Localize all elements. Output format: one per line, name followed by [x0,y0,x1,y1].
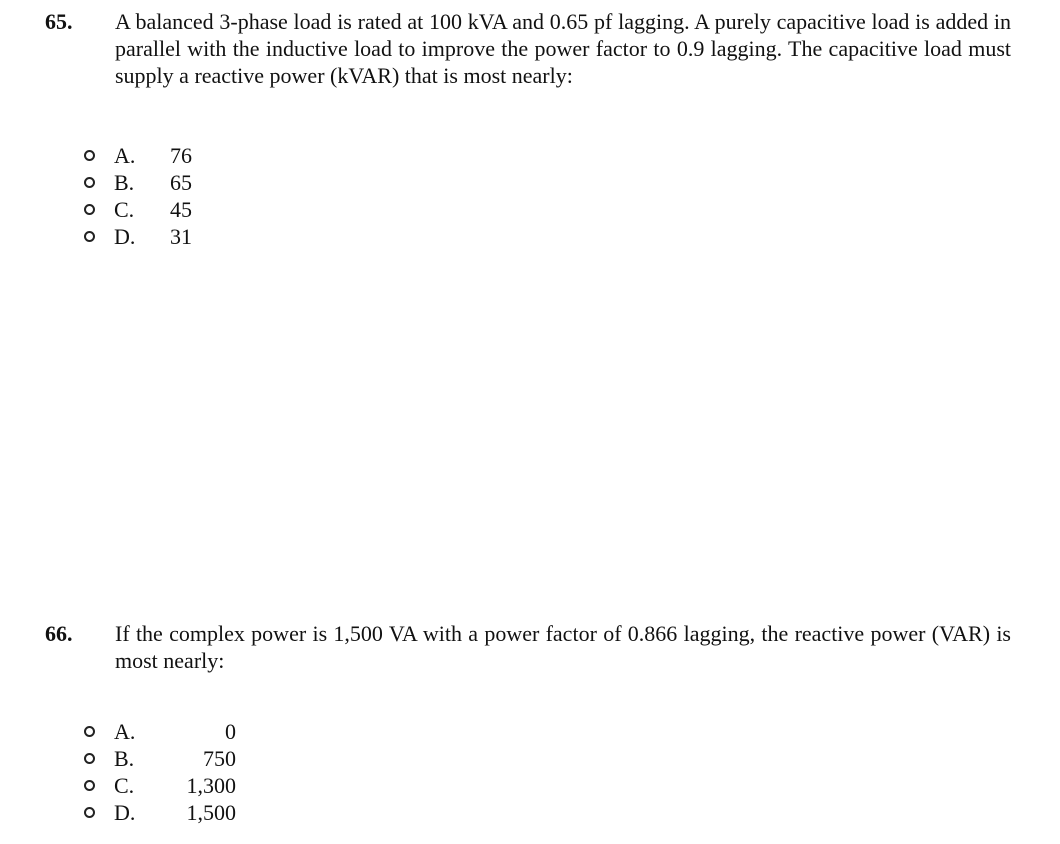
option-value: 31 [170,224,192,249]
option-value: 1,500 [186,800,236,825]
option-letter: C. [114,197,135,222]
radio-button-icon[interactable] [84,753,95,764]
question-number: 66. [45,621,73,646]
radio-button-icon[interactable] [84,726,95,737]
option-value: 76 [170,143,192,168]
radio-button-icon[interactable] [84,807,95,818]
option-letter: B. [114,746,135,771]
question-text: If the complex power is 1,500 VA with a power factor of 0.866 lagging, the reactive power (VAR) is most nearly: [115,621,1011,673]
radio-button-icon[interactable] [84,150,95,161]
option-letter: A. [114,143,136,168]
question-text: A balanced 3-phase load is rated at 100 kVA and 0.65 pf lagging. A purely capacitive load is added in parallel with the inductive load to improve the power factor to 0.9 lagging. The capacitive load must supply a reactive power (kVAR) that is most nearly: [115,9,1011,88]
option-value: 1,300 [186,773,236,798]
radio-button-icon[interactable] [84,780,95,791]
radio-button-icon[interactable] [84,204,95,215]
option-letter: D. [114,800,136,825]
option-letter: C. [114,773,135,798]
option-value: 750 [203,746,236,771]
question-number: 65. [45,9,73,34]
radio-button-icon[interactable] [84,231,95,242]
option-value: 65 [170,170,192,195]
option-letter: D. [114,224,136,249]
option-value: 0 [225,719,236,744]
option-letter: A. [114,719,136,744]
option-letter: B. [114,170,135,195]
radio-button-icon[interactable] [84,177,95,188]
option-value: 45 [170,197,192,222]
